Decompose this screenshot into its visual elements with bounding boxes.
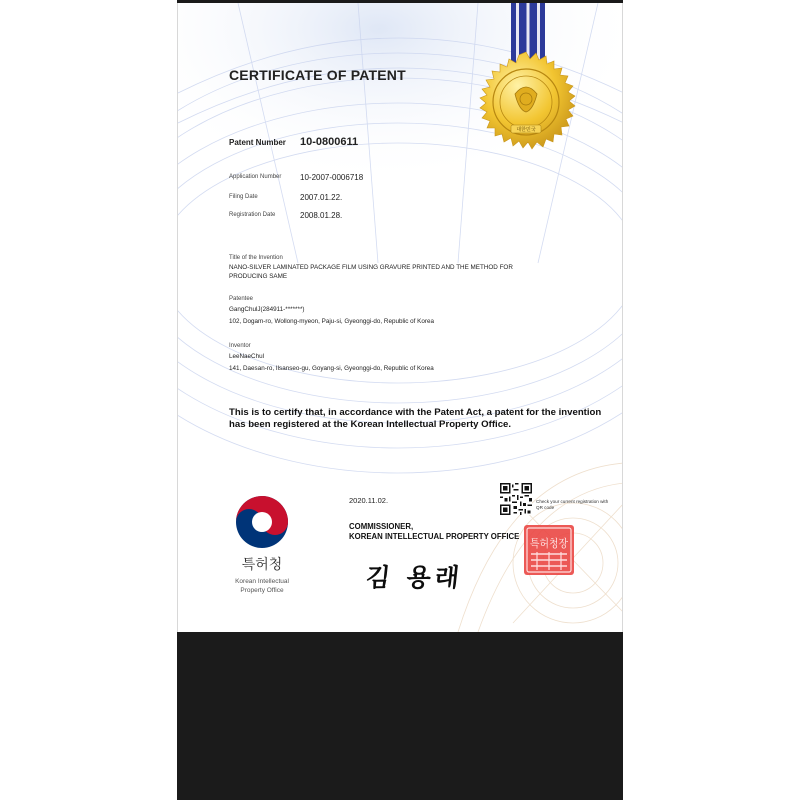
certificate-title: CERTIFICATE OF PATENT <box>229 67 406 83</box>
certification-statement: This is to certify that, in accordance with the Patent Act, a patent for the invention has been registered at the Korean Intellectual Property Office. <box>229 407 602 430</box>
patentee-label: Patentee <box>229 296 254 302</box>
gold-seal-icon <box>471 50 581 160</box>
issue-date: 2020.11.02. <box>349 496 389 505</box>
registration-date-label: Registration Date <box>229 212 276 218</box>
invention-title-label: Title of the Invention <box>229 255 283 261</box>
qr-code-icon[interactable] <box>500 483 532 515</box>
office-name-english-line2: Property Office <box>240 587 284 594</box>
seal-label: 대한민국 <box>516 127 536 133</box>
patentee-name: GangChulJ(284911-*******) <box>229 306 305 313</box>
office-name-korean: 특허청 <box>241 557 283 573</box>
taeguk-logo-icon <box>234 494 290 550</box>
commissioner-line1: COMMISSIONER, <box>349 522 414 531</box>
office-name-english-line1: Korean Intellectual <box>235 578 289 585</box>
commissioner-title <box>349 522 519 542</box>
inventor-name: LeeNaeChul <box>229 353 265 360</box>
commissioner-line2: KOREAN INTELLECTUAL PROPERTY OFFICE <box>349 532 520 541</box>
commissioner-signature: 김 용래 <box>364 563 465 592</box>
filing-date-label: Filing Date <box>229 194 258 200</box>
qr-instruction: Check your current registration with QR code <box>536 499 609 510</box>
official-stamp-icon <box>523 524 575 576</box>
patent-certificate <box>177 3 623 632</box>
invention-title-line1: NANO-SILVER LAMINATED PACKAGE FILM USING GRAVURE PRINTED AND THE METHOD FOR <box>229 264 513 271</box>
office-name-english <box>222 577 302 595</box>
application-number: 10-2007-0006718 <box>300 173 364 182</box>
application-number-label: Application Number <box>229 174 282 180</box>
patentee-address: 102, Dogam-ro, Wollong-myeon, Paju-si, Gyeonggi-do, Republic of Korea <box>229 318 434 325</box>
bottom-black-area <box>177 632 623 800</box>
patent-number-label: Patent Number <box>229 138 286 147</box>
filing-date: 2007.01.22. <box>300 193 343 202</box>
inventor-address: 141, Daesan-ro, Ilsanseo-gu, Goyang-si, Gyeonggi-do, Republic of Korea <box>229 365 434 372</box>
registration-date: 2008.01.28. <box>300 211 343 220</box>
inventor-label: Inventor <box>229 343 251 349</box>
invention-title-line2: PRODUCING SAME <box>229 273 288 280</box>
stamp-label: 특허청장 <box>530 537 573 550</box>
patent-number: 10-0800611 <box>300 136 359 148</box>
